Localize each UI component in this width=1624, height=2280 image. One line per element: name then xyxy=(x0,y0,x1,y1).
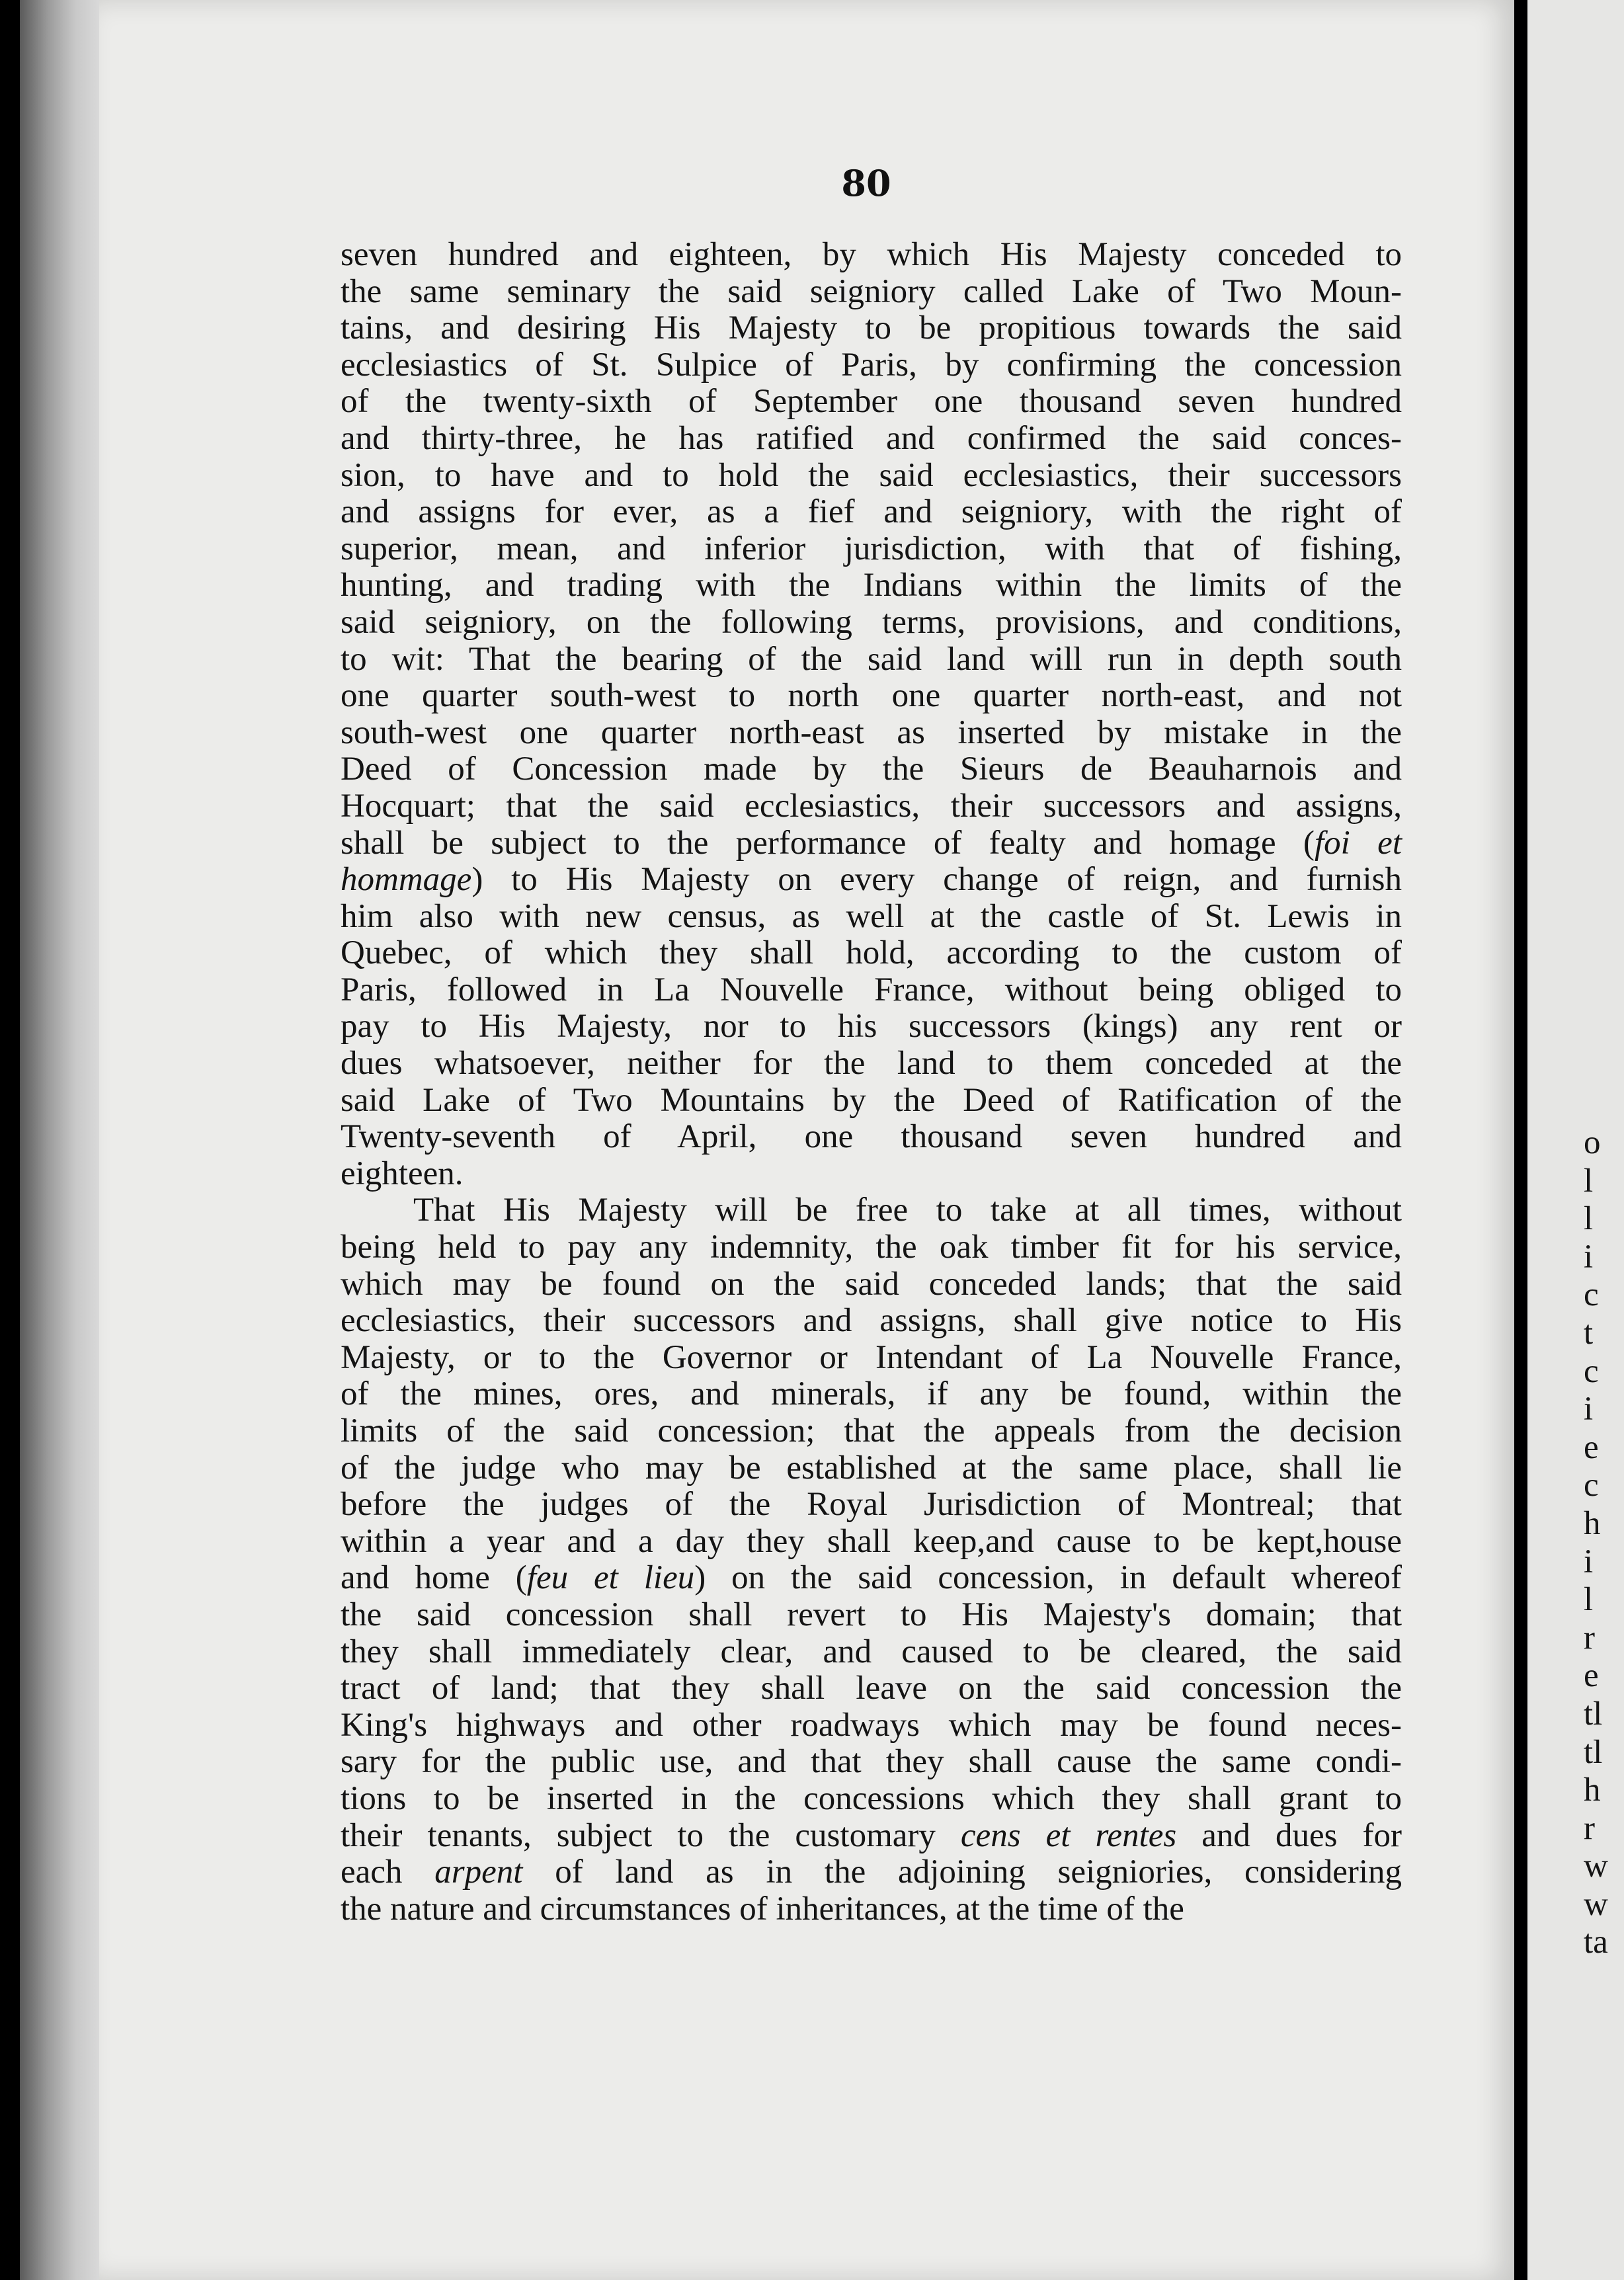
facing-page-fragment: l xyxy=(1584,1200,1594,1238)
facing-page-fragment: o xyxy=(1584,1124,1601,1161)
text-line xyxy=(341,1156,1402,1193)
text-run: him also with new census, as well at the castle of St. Lewis in xyxy=(341,897,1402,935)
facing-page-text-fragments xyxy=(1584,1124,1623,1962)
text-line xyxy=(341,972,1402,1009)
text-line xyxy=(341,347,1402,384)
text-run: each xyxy=(341,1853,435,1891)
paragraph xyxy=(341,1192,1402,1928)
text-run: and thirty-three, he has ratified and confirmed the said conces- xyxy=(341,419,1402,457)
text-run: the nature and circumstances of inheritances, at the time of the xyxy=(341,1890,1184,1928)
facing-page-fragment: h xyxy=(1584,1504,1601,1542)
text-run: ) on the said concession, in default whereof xyxy=(694,1559,1402,1597)
text-line xyxy=(341,1560,1402,1597)
paragraph xyxy=(341,237,1402,1192)
facing-page-fragment: i xyxy=(1584,1543,1594,1580)
text-run: south-west one quarter north-east as inserted by mistake in the xyxy=(341,713,1402,751)
facing-page-fragment: i xyxy=(1584,1238,1594,1276)
text-line xyxy=(341,494,1402,531)
text-line xyxy=(341,604,1402,641)
text-run: Majesty, or to the Governor or Intendant of La Nouvelle France, xyxy=(341,1338,1402,1376)
text-line xyxy=(341,1376,1402,1413)
text-line xyxy=(341,1597,1402,1634)
text-run: before the judges of the Royal Jurisdiction of Montreal; that xyxy=(341,1486,1402,1524)
text-run: superior, mean, and inferior jurisdiction, with that of fishing, xyxy=(341,530,1402,567)
text-run: of the twenty-sixth of September one thousand seven hundred xyxy=(341,383,1402,421)
text-run: they shall immediately clear, and caused to be cleared, the said xyxy=(341,1633,1402,1670)
text-line xyxy=(341,458,1402,495)
text-run: eighteen. xyxy=(341,1155,464,1192)
italic-phrase: foi et xyxy=(1314,824,1402,862)
text-run: one quarter south-west to north one quarter north-east, and not xyxy=(341,677,1402,715)
text-line xyxy=(341,1486,1402,1524)
text-line xyxy=(341,825,1402,862)
facing-page-fragment: e xyxy=(1584,1428,1599,1466)
text-run: to wit: That the bearing of the said land will run in depth south xyxy=(341,640,1402,678)
text-run: and assigns for ever, as a fief and seigniory, with the right of xyxy=(341,493,1402,531)
text-line xyxy=(341,1670,1402,1707)
text-line xyxy=(341,1008,1402,1045)
text-run: Twenty-seventh of April, one thousand seven hundred and xyxy=(341,1118,1402,1156)
facing-page-fragment: h xyxy=(1584,1771,1601,1809)
text-run: Quebec, of which they shall hold, according to the custom of xyxy=(341,934,1402,972)
text-line xyxy=(341,421,1402,458)
text-line xyxy=(341,1744,1402,1781)
text-run: That His Majesty will be free to take at all times, without xyxy=(413,1192,1402,1229)
facing-page-fragment: c xyxy=(1584,1352,1599,1390)
text-run: being held to pay any indemnity, the oak timber fit for his service, xyxy=(341,1229,1402,1266)
text-line xyxy=(341,1707,1402,1744)
text-run: King's highways and other roadways which may be found neces- xyxy=(341,1706,1402,1744)
facing-page-fragment: e xyxy=(1584,1657,1599,1695)
facing-page-fragment: c xyxy=(1584,1276,1599,1314)
text-line xyxy=(341,310,1402,347)
facing-page-fragment: l xyxy=(1584,1581,1594,1619)
text-run: Paris, followed in La Nouvelle France, without being obliged to xyxy=(341,971,1402,1008)
text-run: sary for the public use, and that they shall cause the same condi- xyxy=(341,1743,1402,1781)
facing-page-fragment: tl xyxy=(1584,1695,1603,1732)
text-run: tract of land; that they shall leave on the said concession the xyxy=(341,1670,1402,1707)
text-run: ecclesiastics, their successors and assigns, shall give notice to His xyxy=(341,1302,1402,1340)
text-line xyxy=(341,1524,1402,1561)
facing-page-fragment: c xyxy=(1584,1467,1599,1504)
text-line xyxy=(341,1303,1402,1340)
text-line xyxy=(341,531,1402,568)
text-run: tains, and desiring His Majesty to be propitious towards the said xyxy=(341,309,1402,347)
text-line xyxy=(341,678,1402,715)
facing-page-fragment: l xyxy=(1584,1162,1594,1200)
text-line xyxy=(341,384,1402,421)
italic-phrase: arpent xyxy=(434,1853,523,1891)
text-run: ecclesiastics of St. Sulpice of Paris, by confirming the concession xyxy=(341,346,1402,384)
text-run: said Lake of Two Mountains by the Deed of Ratification of the xyxy=(341,1081,1402,1119)
page-number: 80 xyxy=(841,162,891,204)
text-run: tions to be inserted in the concessions which they shall grant to xyxy=(341,1779,1402,1817)
text-line xyxy=(341,1413,1402,1450)
text-line xyxy=(341,1891,1402,1928)
facing-page-fragment: w xyxy=(1584,1848,1608,1885)
text-line xyxy=(341,935,1402,972)
text-run: within a year and a day they shall keep,and cause to be kept,house xyxy=(341,1522,1402,1560)
text-line xyxy=(341,567,1402,604)
text-line xyxy=(341,899,1402,936)
text-line xyxy=(341,274,1402,311)
italic-phrase: feu et lieu xyxy=(526,1559,695,1597)
text-line xyxy=(341,788,1402,825)
text-line xyxy=(341,751,1402,788)
text-line xyxy=(341,1082,1402,1120)
facing-page-fragment: i xyxy=(1584,1391,1594,1428)
text-line xyxy=(341,1818,1402,1855)
facing-page-fragment: w xyxy=(1584,1885,1608,1923)
text-line xyxy=(341,1045,1402,1082)
book-binding-edge xyxy=(20,0,99,2280)
text-run: pay to His Majesty, nor to his successors (kings) any rent or xyxy=(341,1008,1402,1045)
facing-page-fragment: tl xyxy=(1584,1733,1603,1771)
facing-page-fragment: ta xyxy=(1584,1924,1608,1961)
text-line xyxy=(341,1634,1402,1671)
text-run: Deed of Concession made by the Sieurs de Beauharnois and xyxy=(341,751,1402,788)
text-run: which may be found on the said conceded lands; that the said xyxy=(341,1265,1402,1303)
text-run: ) to His Majesty on every change of reign, and furnish xyxy=(471,861,1402,899)
italic-phrase: hommage xyxy=(341,861,472,899)
text-run: dues whatsoever, neither for the land to them conceded at the xyxy=(341,1045,1402,1082)
facing-page-fragment: r xyxy=(1584,1809,1595,1847)
text-line xyxy=(341,237,1402,274)
text-run: seven hundred and eighteen, by which His Majesty conceded to xyxy=(341,236,1402,273)
italic-phrase: cens et rentes xyxy=(960,1816,1177,1854)
text-run: of land as in the adjoining seigniories, considering xyxy=(522,1853,1402,1891)
text-run: the said concession shall revert to His Majesty's domain; that xyxy=(341,1596,1402,1633)
text-line xyxy=(341,1781,1402,1818)
gutter-shadow xyxy=(1514,0,1527,2280)
body-text xyxy=(341,237,1402,1928)
text-run: the same seminary the said seigniory called Lake of Two Moun- xyxy=(341,272,1402,310)
text-run: of the judge who may be established at the same place, shall lie xyxy=(341,1449,1402,1486)
text-run: said seigniory, on the following terms, provisions, and conditions, xyxy=(341,603,1402,641)
text-run: limits of the said concession; that the appeals from the decision xyxy=(341,1412,1402,1449)
text-line xyxy=(341,1192,1402,1229)
text-line xyxy=(341,641,1402,678)
text-line xyxy=(341,1450,1402,1487)
text-line xyxy=(341,1119,1402,1156)
text-line xyxy=(341,1854,1402,1891)
text-run: of the mines, ores, and minerals, if any be found, within the xyxy=(341,1375,1402,1413)
text-run: and dues for xyxy=(1176,1816,1402,1854)
text-run: sion, to have and to hold the said ecclesiastics, their successors xyxy=(341,456,1402,494)
text-run: and home ( xyxy=(341,1559,527,1597)
text-line xyxy=(341,1229,1402,1266)
text-line xyxy=(341,715,1402,752)
text-run: their tenants, subject to the customary xyxy=(341,1816,961,1854)
text-line xyxy=(341,862,1402,899)
text-run: Hocquart; that the said ecclesiastics, their successors and assigns, xyxy=(341,787,1402,825)
text-run: hunting, and trading with the Indians within the limits of the xyxy=(341,567,1402,604)
facing-page-fragment: r xyxy=(1584,1619,1595,1656)
text-line xyxy=(341,1266,1402,1303)
text-line xyxy=(341,1340,1402,1377)
text-run: shall be subject to the performance of fealty and homage ( xyxy=(341,824,1315,862)
facing-page-fragment: t xyxy=(1584,1314,1594,1352)
